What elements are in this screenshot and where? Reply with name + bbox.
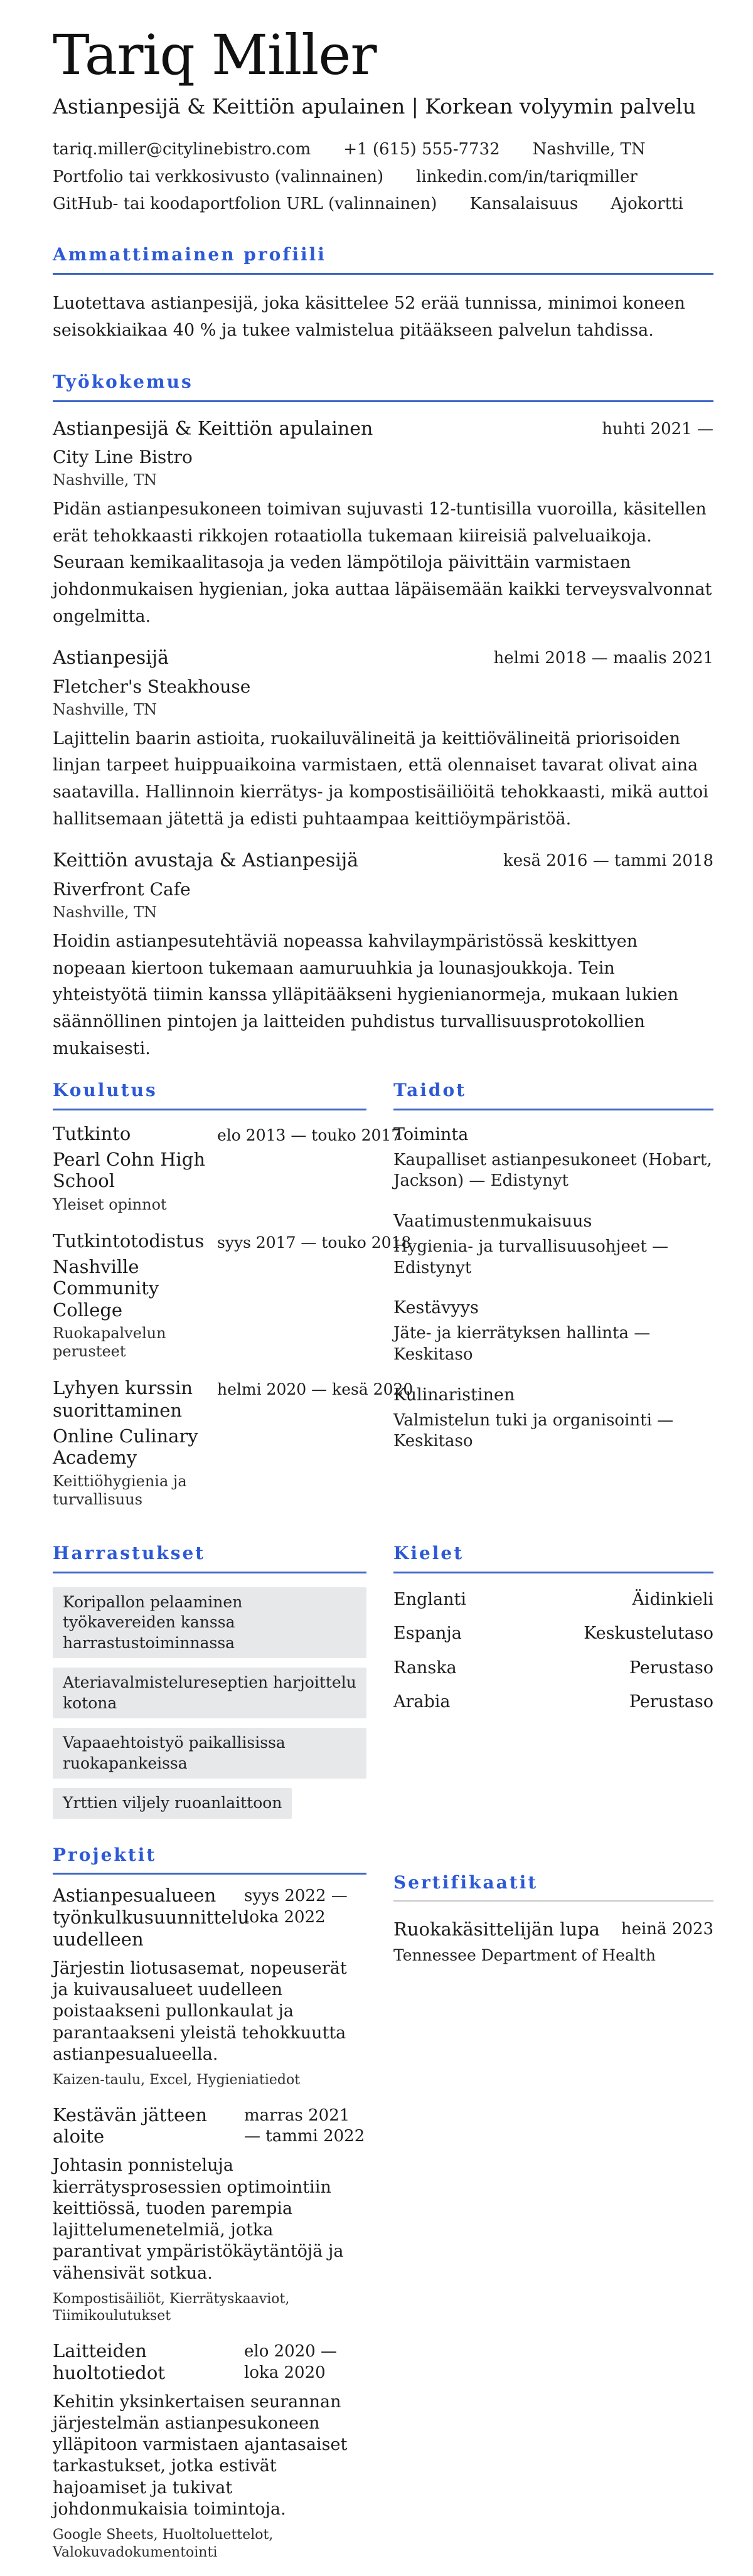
contact-row-3 [53,194,713,214]
hobby-chip: Vapaaehtoistyö paikallisissa ruokapankeissa [53,1728,366,1779]
education-main [53,1230,217,1361]
section-skills [393,1080,713,1471]
certificate-date: heinä 2023 [621,1920,713,1939]
language-name: Englanti [393,1589,466,1609]
job-entry [53,646,713,833]
job-title: Astianpesijä & Keittiön apulainen [53,417,373,440]
language-row [393,1692,713,1712]
hobby-chip: Koripallon pelaaminen työkavereiden kanssa harrastustoiminnassa [53,1587,366,1659]
projects-heading: Projektit [53,1844,157,1865]
job-location: Nashville, TN [53,700,158,718]
skills-list [393,1124,713,1452]
job-description: Pidän astianpesukoneen toimivan sujuvasti 12-tuntisilla vuoroilla, käsitellen erät tehokkaasti rikkojen rotaatiolla tukemaan kiireisiä palveluaikoja. Seuraan kemikaalitasoja ja veden lämpötiloja päivittäin varmistaen johdonmukaisen hygienian, joka auttaa läpäisemään kaikki terveysvalvonnat ongelmitta. [53,499,712,626]
project-dates: marras 2021 — tammi 2022 [244,2105,365,2146]
education-dates: elo 2013 — touko 2017 [217,1126,402,1144]
hobbies-list [53,1587,366,1819]
language-row [393,1624,713,1644]
education-title: Lyhyen kurssin suorittaminen [53,1377,193,1421]
job-dates: huhti 2021 — [602,419,713,439]
language-level: Keskustelutaso [584,1624,713,1644]
skill-category: Kulinaristinen [393,1385,515,1405]
hobbies-heading: Harrastukset [53,1543,206,1564]
skill-detail: Kaupalliset astianpesukoneet (Hobart, Jackson) — Edistynyt [393,1150,712,1191]
job-description: Hoidin astianpesutehtäviä nopeassa kahvilaympäristössä keskittyen nopeaan kiertoon tukemaan aamuruuhkia ja lounasjoukkoja. Tein yhteistyötä tiimin kanssa ylläpitääkseni hygienianormeja, mukaan lukien säännöllinen pintojen ja laitteiden puhdistus turvallisuusprotokollien mukaisesti. [53,931,679,1058]
project-tools: Google Sheets, Huoltoluettelot, Valokuvadokumentointi [53,2527,274,2560]
job-dates: helmi 2018 — maalis 2021 [493,649,713,668]
project-title: Kestävän jätteen aloite [53,2104,208,2148]
contact-phone: +1 (615) 555-7732 [343,140,500,159]
language-name: Arabia [393,1691,451,1711]
job-head [53,849,713,873]
experience-rule [53,400,713,402]
job-head [53,417,713,441]
education-school: Online Culinary Academy [53,1425,198,1469]
education-entry [53,1230,412,1361]
job-company: Fletcher's Steakhouse [53,676,251,697]
education-dates: syys 2017 — touko 2018 [217,1233,412,1252]
contact-email: tariq.miller@citylinebistro.com [53,140,311,159]
project-description: Kehitin yksinkertaisen seurannan järjestelmän astianpesukoneen ylläpitoon varmistaen ajantasaiset tarkastukset, jotka estivät hajoamiset ja tukivat johdonmukaisia toimintoja. [53,2392,348,2519]
experience-heading: Työkokemus [53,371,193,392]
education-main [53,1377,217,1509]
language-level: Perustaso [629,1658,713,1678]
education-heading: Koulutus [53,1080,158,1101]
skill-detail: Hygienia- ja turvallisuusohjeet — Edistynyt [393,1237,669,1277]
contact-driving-license: Ajokortti [611,194,683,213]
skill-detail: Valmistelun tuki ja organisointi — Keskitaso [393,1410,674,1451]
resume-header [53,23,713,214]
project-head [53,2104,366,2148]
project-title: Astianpesualueen työnkulkusuunnittelu uudelleen [53,1885,250,1950]
contact-location: Nashville, TN [532,140,646,159]
certificates-column [393,1844,713,1964]
education-school: Pearl Cohn High School [53,1149,206,1192]
certificate-issuer: Tennessee Department of Health [393,1945,656,1964]
section-profile [53,244,713,344]
section-hobbies [53,1543,366,1828]
skill-entry [393,1211,713,1279]
education-school: Nashville Community College [53,1256,159,1321]
job-title: Astianpesijä [53,647,169,669]
section-certificates [393,1872,713,1964]
section-projects [53,1844,366,2576]
education-dates: helmi 2020 — kesä 2020 [217,1380,414,1399]
project-entry [53,2104,366,2325]
skill-entry [393,1385,713,1452]
education-list [53,1122,414,1509]
skills-rule [393,1109,713,1110]
project-entry [53,1885,366,2089]
columns-hobbies-languages [53,1543,713,1828]
section-languages [393,1543,713,1726]
languages-heading: Kielet [393,1543,464,1564]
education-entry [53,1122,402,1214]
project-dates: elo 2020 — loka 2020 [244,2341,338,2382]
hobbies-rule [53,1572,366,1573]
projects-list [53,1885,366,2561]
section-education [53,1080,414,1525]
certificate-entry [393,1918,713,1964]
project-head [53,2340,366,2384]
skills-heading: Taidot [393,1080,467,1101]
skill-entry [393,1297,713,1365]
certificates-heading: Sertifikaatit [393,1871,538,1893]
contact-block [53,140,713,214]
hobby-chip: Yrttien viljely ruoanlaittoon [53,1788,292,1819]
profile-text: Luotettava astianpesijä, joka käsittelee 52 erää tunnissa, minimoi koneen seisokkiaikaa 40 % ja tukee valmistelua pitääkseen palvelun tahdissa. [53,293,685,340]
education-note: Keittiöhygienia ja turvallisuus [53,1472,187,1508]
language-level: Äidinkieli [632,1589,713,1609]
education-note: Ruokapalvelun perusteet [53,1324,166,1361]
contact-github: GitHub- tai koodaportfolion URL (valinnainen) [53,194,437,213]
profile-rule [53,273,713,275]
job-company: City Line Bistro [53,447,193,468]
languages-rule [393,1572,713,1573]
contact-portfolio: Portfolio tai verkkosivusto (valinnainen) [53,167,384,186]
education-main [53,1123,217,1214]
certificate-head [393,1918,713,1940]
page-title: Tariq Miller [53,23,376,87]
job-company: Riverfront Cafe [53,878,191,900]
job-dates: kesä 2016 — tammi 2018 [503,851,713,871]
education-title: Tutkintotodistus [53,1230,205,1252]
language-row [393,1590,713,1610]
education-title: Tutkinto [53,1122,131,1144]
skill-category: Toiminta [393,1124,469,1144]
job-description: Lajittelin baarin astioita, ruokailuvälineitä ja keittiövälineitä priorisoiden linjan tarpeet huippuaikoina varmistaen, että olennaiset tavarat olivat aina saatavilla. Hallinnoin kierrätys- ja kompostisäiliöitä tehokkaasti, mikä auttoi hallitsemaan jätettä ja edisti puhtaampaa keittiöympäristöä. [53,728,708,829]
education-note: Yleiset opinnot [53,1195,167,1213]
project-title: Laitteiden huoltotiedot [53,2339,165,2383]
language-level: Perustaso [629,1691,713,1711]
job-title: Keittiön avustaja & Astianpesijä [53,849,359,872]
contact-row-2 [53,168,713,187]
contact-linkedin: linkedin.com/in/tariqmiller [416,167,638,186]
project-tools: Kompostisäiliöt, Kierrätyskaaviot, Tiimikoulutukset [53,2291,290,2324]
section-experience [53,371,713,1062]
certificate-title: Ruokakäsittelijän lupa [393,1919,600,1940]
project-tools: Kaizen-taulu, Excel, Hygieniatiedot [53,2072,301,2089]
project-entry [53,2340,366,2561]
project-head [53,1885,366,1950]
contact-row-1 [53,140,713,159]
columns-projects-certificates [53,1844,713,2576]
project-description: Johtasin ponnisteluja kierrätysprosessien optimointiin keittiössä, tuoden parempia lajittelumenetelmiä, jotka parantivat ympäristökäytäntöjä ja vähensivät sotkua. [53,2156,344,2283]
profile-heading: Ammattimainen profiili [53,243,326,265]
contact-citizenship: Kansalaisuus [469,194,579,213]
columns-education-skills [53,1080,713,1525]
skill-detail: Jäte- ja kierrätyksen hallinta — Keskitaso [393,1324,651,1365]
languages-list [393,1590,713,1713]
language-row [393,1658,713,1678]
resume-subtitle: Astianpesijä & Keittiön apulainen | Korkean volyymin palvelu [53,94,697,119]
project-dates: syys 2022 — loka 2022 [244,1887,348,1927]
project-description: Järjestin liotusasemat, nopeuserät ja kuivausalueet uudelleen poistaakseni pullonkaulat ja parantaakseni yleistä tehokkuutta astianpesualueella. [53,1958,347,2064]
job-entry [53,417,713,631]
skill-category: Kestävyys [393,1298,479,1318]
certificates-list [393,1918,713,1964]
education-entry [53,1377,414,1509]
certificates-rule [393,1900,713,1902]
hobby-chip: Ateriavalmistelureseptien harjoittelu kotona [53,1668,366,1718]
job-location: Nashville, TN [53,903,158,921]
skill-entry [393,1124,713,1192]
projects-rule [53,1873,366,1875]
job-entry [53,849,713,1062]
job-location: Nashville, TN [53,471,158,489]
language-name: Espanja [393,1624,462,1644]
skill-category: Vaatimustenmukaisuus [393,1211,592,1232]
language-name: Ranska [393,1658,457,1678]
education-rule [53,1109,366,1110]
job-head [53,646,713,670]
